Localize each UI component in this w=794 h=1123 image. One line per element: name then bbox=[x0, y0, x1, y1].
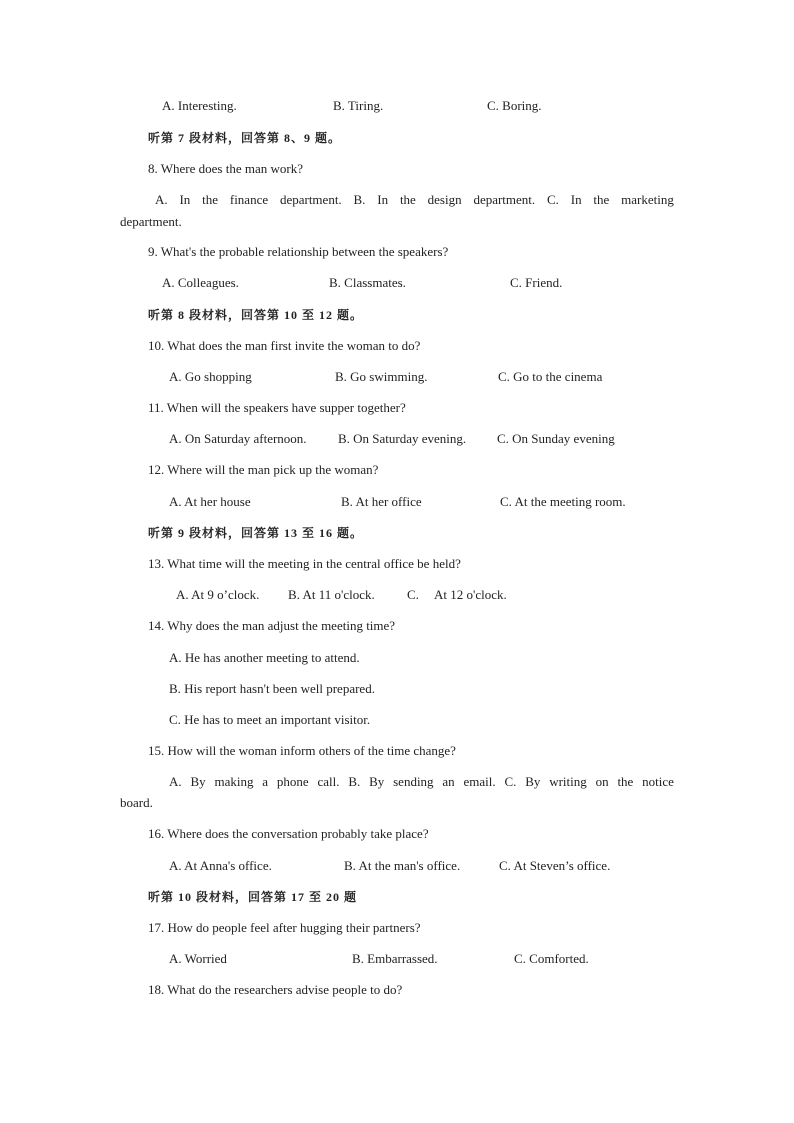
q15-word: By bbox=[369, 774, 385, 789]
q8-word: A. bbox=[155, 192, 168, 207]
q8-word: design bbox=[427, 192, 462, 207]
q15-word: B. bbox=[348, 774, 361, 789]
q8-word: marketing bbox=[621, 192, 674, 207]
question-9: 9. What's the probable relationship between the speakers? bbox=[148, 244, 449, 259]
q14-option-c: C. He has to meet an important visitor. bbox=[169, 712, 371, 727]
q8-word: department. bbox=[279, 192, 342, 207]
q15-word: A. bbox=[169, 774, 182, 789]
q8-word: finance bbox=[229, 192, 269, 207]
question-14: 14. Why does the man adjust the meeting time? bbox=[148, 618, 396, 633]
q8-word: B. bbox=[353, 192, 366, 207]
q8-options-line bbox=[155, 192, 674, 208]
q7-option-b: B. Tiring. bbox=[333, 98, 384, 113]
q12-option-c: C. At the meeting room. bbox=[500, 494, 626, 509]
q8-word: department. bbox=[473, 192, 536, 207]
q13-option-c-text: At 12 o'clock. bbox=[434, 587, 507, 602]
q8-word: In bbox=[179, 192, 191, 207]
q14-option-b: B. His report hasn't been well prepared. bbox=[169, 681, 375, 696]
q8-word: In bbox=[377, 192, 389, 207]
q8-options-continuation: department. bbox=[120, 214, 182, 229]
q13-option-b: B. At 11 o'clock. bbox=[288, 587, 375, 602]
q10-option-a: A. Go shopping bbox=[169, 369, 252, 384]
q14-option-a: A. He has another meeting to attend. bbox=[169, 650, 360, 665]
q15-word: writing bbox=[549, 774, 587, 789]
question-16: 16. Where does the conversation probably take place? bbox=[148, 826, 429, 841]
question-10: 10. What does the man first invite the woman to do? bbox=[148, 338, 421, 353]
q15-word: email. bbox=[463, 774, 496, 789]
q16-option-c: C. At Steven’s office. bbox=[499, 858, 611, 873]
q9-option-c: C. Friend. bbox=[510, 275, 563, 290]
q12-option-b: B. At her office bbox=[341, 494, 422, 509]
q11-option-b: B. On Saturday evening. bbox=[338, 431, 467, 446]
question-18: 18. What do the researchers advise people to do? bbox=[148, 982, 403, 997]
q13-option-a: A. At 9 o’clock. bbox=[176, 587, 260, 602]
q8-word: the bbox=[593, 192, 610, 207]
q7-option-c: C. Boring. bbox=[487, 98, 542, 113]
q15-word: notice bbox=[642, 774, 674, 789]
q10-option-b: B. Go swimming. bbox=[335, 369, 428, 384]
q16-option-a: A. At Anna's office. bbox=[169, 858, 272, 873]
question-15: 15. How will the woman inform others of the time change? bbox=[148, 743, 456, 758]
q8-word: C. bbox=[547, 192, 559, 207]
q15-word: By bbox=[190, 774, 206, 789]
q15-word: an bbox=[442, 774, 455, 789]
q15-word: phone bbox=[276, 774, 309, 789]
q15-word: sending bbox=[393, 774, 434, 789]
q15-word: the bbox=[617, 774, 634, 789]
section-8-heading: 听第 8 段材料，回答第 10 至 12 题。 bbox=[148, 308, 364, 322]
q17-option-a: A. Worried bbox=[169, 951, 227, 966]
section-9-heading: 听第 9 段材料，回答第 13 至 16 题。 bbox=[148, 526, 364, 540]
q15-word: making bbox=[214, 774, 254, 789]
q16-option-b: B. At the man's office. bbox=[344, 858, 461, 873]
q11-option-a: A. On Saturday afternoon. bbox=[169, 431, 307, 446]
q15-word: By bbox=[525, 774, 541, 789]
q15-word: C. bbox=[504, 774, 517, 789]
q12-option-a: A. At her house bbox=[169, 494, 251, 509]
q7-option-a: A. Interesting. bbox=[162, 98, 237, 113]
q15-word: a bbox=[262, 774, 269, 789]
q8-word: the bbox=[202, 192, 219, 207]
q17-option-c: C. Comforted. bbox=[514, 951, 589, 966]
section-7-heading: 听第 7 段材料，回答第 8、9 题。 bbox=[148, 131, 342, 145]
q9-option-b: B. Classmates. bbox=[329, 275, 406, 290]
q11-option-c: C. On Sunday evening bbox=[497, 431, 615, 446]
q13-option-c-letter: C. bbox=[407, 587, 419, 602]
q15-options-continuation: board. bbox=[120, 795, 153, 810]
q15-word: call. bbox=[317, 774, 340, 789]
section-10-heading: 听第 10 段材料，回答第 17 至 20 题 bbox=[148, 890, 358, 904]
q9-option-a: A. Colleagues. bbox=[162, 275, 239, 290]
question-12: 12. Where will the man pick up the woman? bbox=[148, 462, 379, 477]
question-8: 8. Where does the man work? bbox=[148, 161, 303, 176]
question-11: 11. When will the speakers have supper together? bbox=[148, 400, 406, 415]
q15-word: on bbox=[595, 774, 609, 789]
q15-options-line bbox=[169, 774, 674, 790]
q17-option-b: B. Embarrassed. bbox=[352, 951, 438, 966]
q10-option-c: C. Go to the cinema bbox=[498, 369, 603, 384]
question-17: 17. How do people feel after hugging their partners? bbox=[148, 920, 421, 935]
question-13: 13. What time will the meeting in the central office be held? bbox=[148, 556, 461, 571]
q8-word: In bbox=[570, 192, 582, 207]
q8-word: the bbox=[399, 192, 416, 207]
